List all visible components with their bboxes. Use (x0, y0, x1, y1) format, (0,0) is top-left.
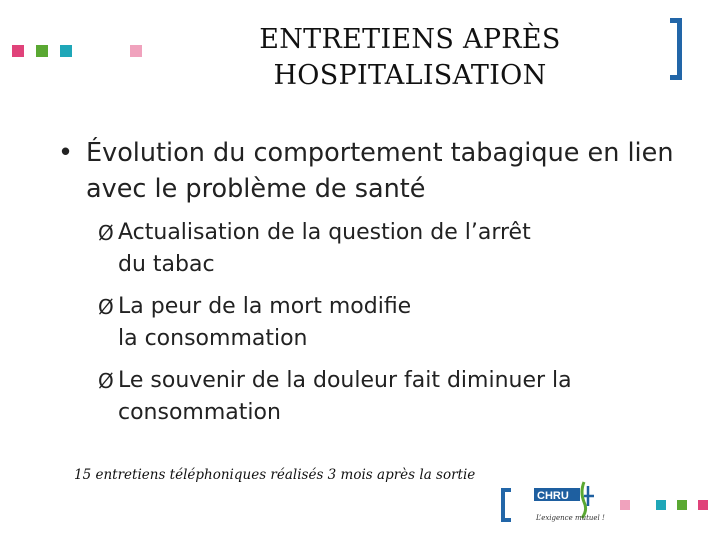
arrow-bullet-icon: Ø (98, 295, 114, 319)
sub-bullet-1-line-1: Actualisation de la question de l’arrêt (118, 220, 531, 245)
sub-bullet-3-line-1: Le souvenir de la douleur fait diminuer la (118, 368, 572, 393)
slide-title (190, 22, 630, 94)
bullet-dot-icon: • (58, 138, 74, 168)
logo-swoosh-icon (582, 482, 586, 518)
sub-bullet-1 (98, 217, 708, 281)
sub-bullet-3-line-2: consommation (118, 400, 281, 425)
logo-tagline: L’exigence mutuel ! (536, 514, 605, 522)
sub-bullet-2-line-2: la consommation (118, 326, 308, 351)
sub-bullet-3 (98, 365, 708, 429)
arrow-bullet-icon: Ø (98, 369, 114, 393)
chru-logo (526, 476, 606, 526)
decor-square-pink (698, 500, 708, 510)
sub-bullet-2 (98, 291, 708, 355)
decor-square-green (677, 500, 687, 510)
decor-square-light-pink (620, 500, 630, 510)
main-bullet (58, 135, 708, 207)
decor-square-light-pink (130, 45, 142, 57)
sub-bullet-1-line-2: du tabac (118, 252, 215, 277)
decor-bracket-left (501, 488, 511, 522)
footnote: 15 entretiens téléphoniques réalisés 3 mois après la sortie (74, 467, 476, 483)
decor-square-teal (656, 500, 666, 510)
main-bullet-text: Évolution du comportement tabagique en lien avec le problème de santé (86, 138, 674, 204)
arrow-bullet-icon: Ø (98, 221, 114, 245)
decor-bracket-right (670, 18, 682, 80)
title-line-1: ENTRETIENS APRÈS (259, 24, 561, 55)
sub-bullet-2-line-1: La peur de la mort modifie (118, 294, 412, 319)
decor-square-green (36, 45, 48, 57)
logo-name: CHRU (537, 490, 569, 502)
decor-square-pink (12, 45, 24, 57)
decor-square-teal (60, 45, 72, 57)
title-line-2: HOSPITALISATION (273, 60, 547, 91)
